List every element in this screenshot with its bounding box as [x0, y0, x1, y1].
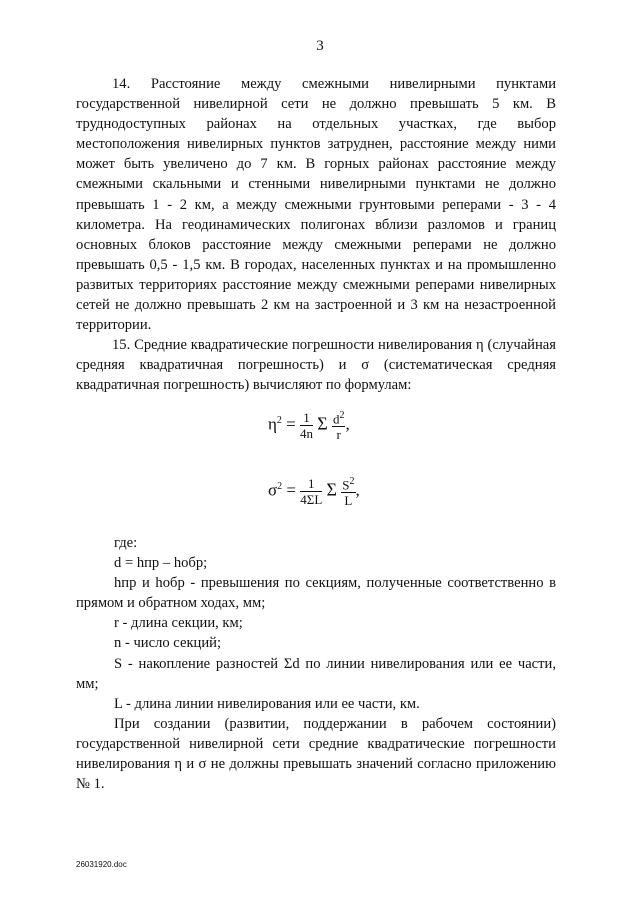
formula-sigma-eq: =: [286, 480, 297, 500]
closing-paragraph: При создании (развитии, поддержании в рабочем состоянии) государственной нивелирной сети средние квадратические погрешности нивелирования η и σ не должны превышать значений согласно приложению № 1.: [76, 715, 556, 793]
formula-eta-fraction: $\frac{d^2}{r}$: [332, 410, 345, 443]
definition-s: S - накопление разностей Σd по линии нивелирования или ее части, мм;: [76, 655, 556, 692]
definition-h: hпр и hобр - превышения по секциям, полученные соответственно в прямом и обратном ходах, мм;: [76, 575, 556, 612]
formula-eta: $\eta^2$ = $\frac{1}{4n}$ Σ $\frac{d^2}{r}$ ,: [268, 409, 350, 443]
definitions-block: [76, 533, 556, 794]
where-label: где:: [114, 535, 138, 551]
paragraph-14: 14. Расстояние между смежными нивелирными пунктами государственной нивелирной сети не должно превышать 5 км. В труднодоступных районах на отдельных участках, где выбор местоположения нивелирных пунктов затруднен, расстояние между ними может быть увеличено до 7 км. В горных районах расстояние между смежными скальными и стенными нивелирными пунктами не должно превышать 1 - 2 км, а между смежными грунтовыми реперами - 3 - 4 километра. На геодинамических полигонах вблизи разломов и границ основных блоков расстояние между смежными реперами не должно превышать 0,5 - 1,5 км. В городах, населенных пунктах и на промышленно развитых территориях расстояние между смежными реперами нивелирных сетей не должно превышать 2 км на застроенной и 3 км на незастроенной территории.: [76, 76, 556, 334]
document-body: [76, 74, 556, 396]
formula-sigma-coef: $\frac{1}{4\Sigma L}$: [300, 475, 323, 507]
formula-eta-eq: =: [286, 414, 296, 434]
definition-r: r - длина секции, км;: [114, 615, 243, 632]
formula-eta-sum: Σ: [317, 413, 328, 434]
formula-sigma-sum: Σ: [326, 479, 338, 500]
paragraph-15: 15. Средние квадратические погрешности нивелирования η (случайная средняя квадратичная погрешность) и σ (систематическая средняя квадратичная погрешность) вычисляют по формулам:: [76, 337, 556, 394]
definition-d: d = hпр – hобр;: [114, 555, 208, 572]
page-number: 3: [316, 38, 324, 54]
definition-n: n - число секций;: [114, 635, 222, 652]
definition-l: L - длина линии нивелирования или ее части, км.: [114, 695, 420, 712]
formula-eta-lhs: η: [268, 414, 277, 434]
document-filename: 26031920.doc: [76, 860, 127, 869]
formula-sigma: $\sigma^2$ = $\frac{1}{4\Sigma L}$ Σ $\frac{S^2}{L}$ ,: [268, 475, 360, 509]
formula-sigma-fraction: $\frac{S^2}{L}$: [342, 476, 355, 509]
formula-eta-coef: $\frac{1}{4n}$: [299, 409, 313, 441]
formula-sigma-lhs: σ: [268, 480, 278, 500]
